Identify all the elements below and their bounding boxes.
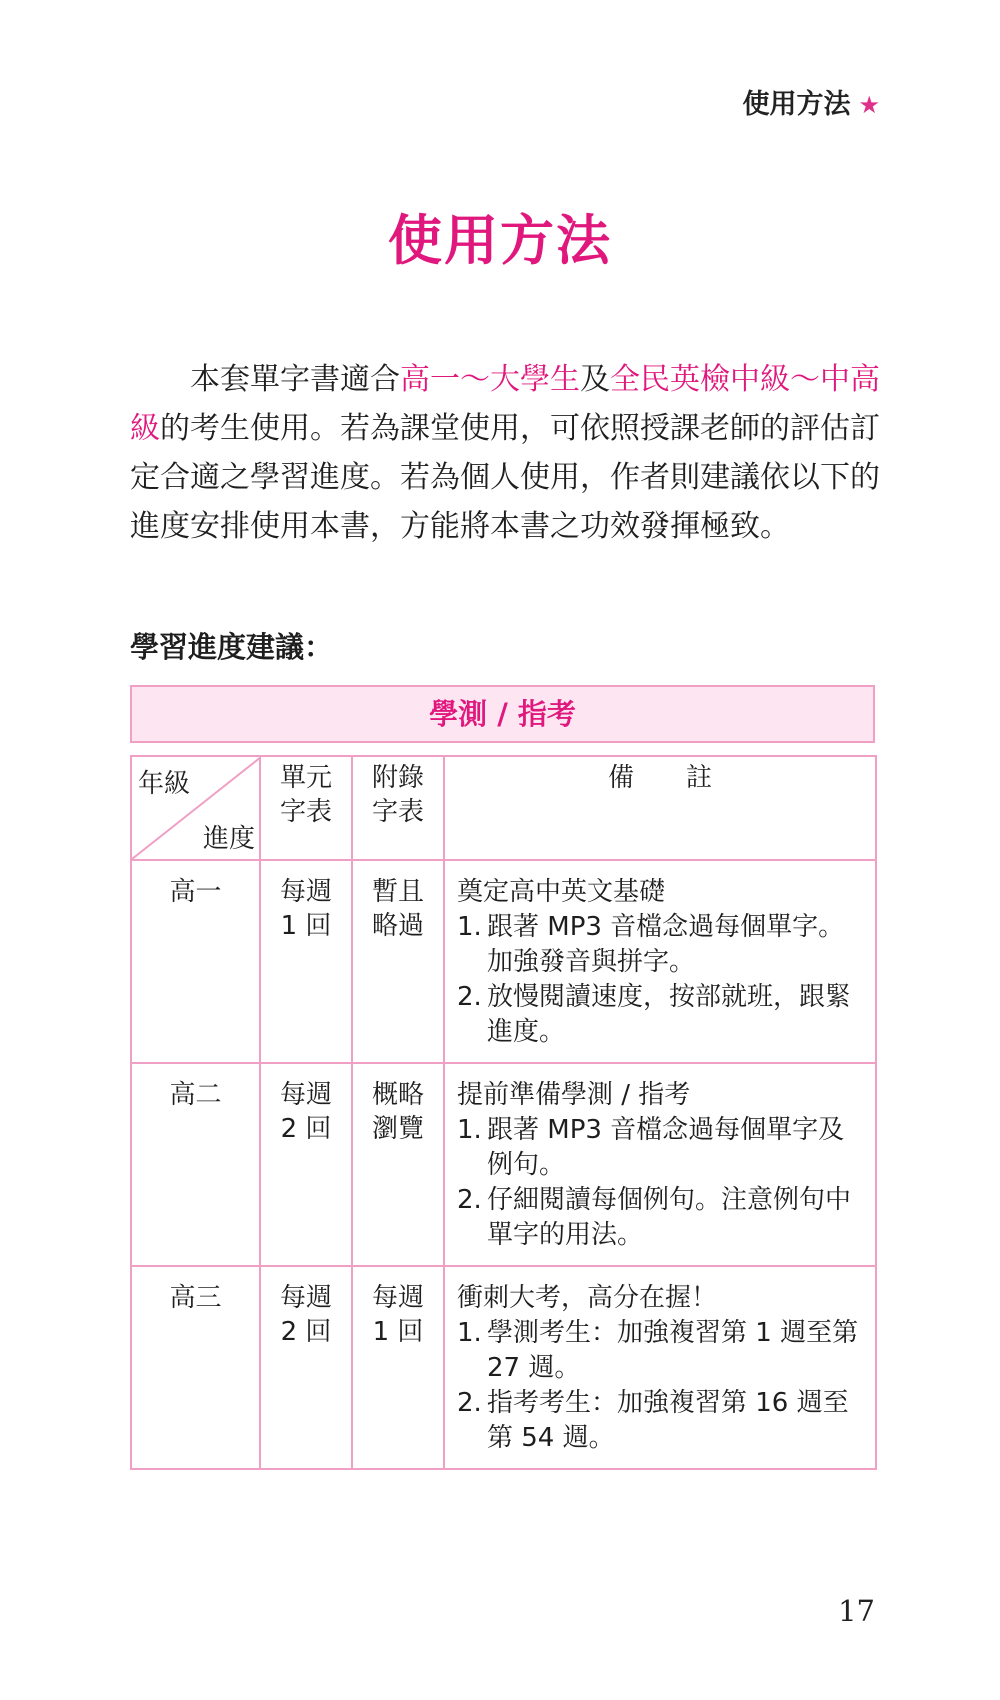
progress-header-label: 進度 xyxy=(202,824,255,854)
appendix-header-line2: 字表 xyxy=(371,797,424,827)
intro-highlight-2: 全民英檢中級～中高級 xyxy=(130,362,880,446)
table-header-row xyxy=(131,756,876,860)
item-text: 仔細閱讀每個例句。注意例句中單字的用法。 xyxy=(487,1185,852,1250)
remarks-item xyxy=(457,910,867,980)
remarks-header: 備 註 xyxy=(444,756,876,860)
unit-cell xyxy=(260,860,352,1063)
appendix-cell-line1: 每週 xyxy=(371,1283,424,1313)
item-text: 放慢閱讀速度，按部就班，跟緊進度。 xyxy=(487,982,852,1047)
item-text: 學測考生：加強複習第 1 週至第 27 週。 xyxy=(487,1318,859,1383)
appendix-cell xyxy=(352,1063,444,1266)
running-head-label: 使用方法 xyxy=(742,89,851,120)
remarks-list xyxy=(457,910,867,1050)
unit-cell-line1: 每週 xyxy=(279,1080,332,1110)
appendix-cell-line2: 1 回 xyxy=(372,1317,424,1347)
remarks-cell xyxy=(444,1063,876,1266)
unit-cell xyxy=(260,1063,352,1266)
item-number: 2. xyxy=(457,982,482,1012)
remarks-list xyxy=(457,1316,867,1456)
appendix-cell-line2: 略過 xyxy=(371,911,424,941)
remarks-goal: 衝刺大考，高分在握！ xyxy=(457,1283,718,1313)
page-title: 使用方法 xyxy=(388,208,612,272)
unit-cell-line2: 2 回 xyxy=(280,1317,332,1347)
appendix-list-header xyxy=(352,756,444,860)
table-row xyxy=(131,1266,876,1469)
page-number: 17 xyxy=(838,1594,875,1628)
remarks-item xyxy=(457,1113,867,1183)
unit-cell-line1: 每週 xyxy=(279,877,332,907)
grade-header-label: 年級 xyxy=(138,769,191,799)
item-text: 跟著 MP3 音檔念過每個單字及例句。 xyxy=(487,1115,845,1180)
unit-header-line2: 字表 xyxy=(279,797,332,827)
remarks-cell xyxy=(444,1266,876,1469)
appendix-cell-line1: 暫且 xyxy=(371,877,424,907)
item-number: 2. xyxy=(457,1185,482,1215)
intro-text-2: 及 xyxy=(580,362,610,397)
grade-cell: 高一 xyxy=(131,860,260,1063)
remarks-item xyxy=(457,1386,867,1456)
grade-progress-header xyxy=(131,756,260,860)
unit-cell-line1: 每週 xyxy=(279,1283,332,1313)
intro-text-1: 本套單字書適合 xyxy=(190,362,400,397)
remarks-goal: 提前準備學測 / 指考 xyxy=(457,1080,691,1110)
remarks-cell xyxy=(444,860,876,1063)
appendix-header-line1: 附錄 xyxy=(371,763,424,793)
unit-cell-line2: 1 回 xyxy=(280,911,332,941)
unit-header-line1: 單元 xyxy=(279,763,332,793)
remarks-goal: 奠定高中英文基礎 xyxy=(457,877,666,907)
table-row xyxy=(131,860,876,1063)
table-banner: 學測 / 指考 xyxy=(130,685,875,743)
appendix-cell xyxy=(352,860,444,1063)
item-text: 指考考生：加強複習第 16 週至第 54 週。 xyxy=(487,1388,849,1453)
grade-cell: 高三 xyxy=(131,1266,260,1469)
item-text: 跟著 MP3 音檔念過每個單字。加強發音與拼字。 xyxy=(487,912,845,977)
star-icon: ★ xyxy=(858,91,880,119)
table-row xyxy=(131,1063,876,1266)
item-number: 1. xyxy=(457,1318,482,1348)
unit-cell xyxy=(260,1266,352,1469)
remarks-item xyxy=(457,1183,867,1253)
item-number: 1. xyxy=(457,1115,482,1145)
intro-text-3: 的考生使用。若為課堂使用，可依照授課老師的評估訂定合適之學習進度。若為個人使用，作者則建議依以下的進度安排使用本書，方能將本書之功效發揮極致。 xyxy=(130,411,880,544)
appendix-cell-line1: 概略 xyxy=(371,1080,424,1110)
item-number: 1. xyxy=(457,912,482,942)
running-head xyxy=(742,82,880,121)
item-number: 2. xyxy=(457,1388,482,1418)
remarks-item xyxy=(457,980,867,1050)
section-heading: 學習進度建議： xyxy=(130,630,334,664)
unit-cell-line2: 2 回 xyxy=(280,1114,332,1144)
appendix-cell xyxy=(352,1266,444,1469)
remarks-item xyxy=(457,1316,867,1386)
intro-highlight-1: 高一～大學生 xyxy=(400,362,580,397)
unit-list-header xyxy=(260,756,352,860)
appendix-cell-line2: 瀏覽 xyxy=(371,1114,424,1144)
grade-cell: 高二 xyxy=(131,1063,260,1266)
remarks-list xyxy=(457,1113,867,1253)
intro-paragraph xyxy=(130,355,880,551)
schedule-table xyxy=(130,755,877,1470)
